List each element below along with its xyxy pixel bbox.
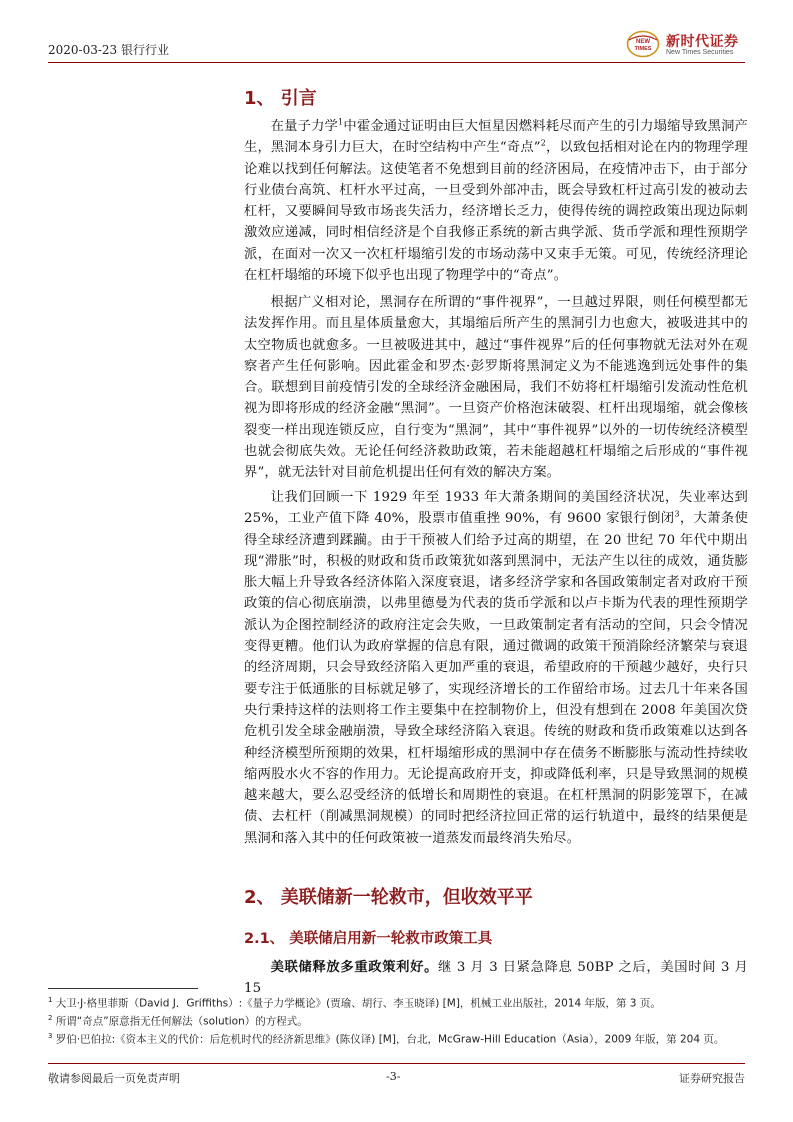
page-number: -3-	[386, 1070, 401, 1083]
footnote-2	[48, 1011, 748, 1029]
footer-disclaimer[interactable]: 敬请参阅最后一页免责声明	[48, 1072, 180, 1085]
svg-text:NEW: NEW	[636, 39, 650, 45]
section-1-paragraph-3	[244, 487, 748, 849]
footnote-number: 2	[48, 1014, 53, 1022]
text-run: 继 3 月 3 日紧急降息 50BP 之后，美国时间 3 月 15	[244, 960, 748, 997]
company-logo	[626, 30, 746, 60]
lead-sentence: 美联储释放多重政策利好。	[270, 960, 439, 975]
footnote-text: 大卫·J·格里菲斯（David J．Griffiths）:《量子力学概论》(贾瑜、胡行、李玉晓译) [M]，机械工业出版社，2014 年版，第 3 页。	[52, 997, 661, 1010]
footnotes	[48, 993, 748, 1047]
new-times-logo-icon	[626, 30, 660, 58]
section-2-title: 2、 美联储新一轮救市，但收效平平	[244, 887, 533, 908]
section-1-paragraph-2: 根据广义相对论，黑洞存在所谓的“事件视界”，一旦越过界限，则任何模型都无法发挥作用。而且星体质量愈大，其塌缩后所产生的黑洞引力也愈大，被吸进其中的太空物质也就愈多。一旦被吸进其中，越过“事件视界”后的任何事物就无法对外在观察者产生任何影响。因此霍金和罗杰·彭罗斯将黑洞定义为不能逃逸到远处事件的集合。联想到目前疫情引发的全球经济金融困局，我们不妨将杠杆塌缩引发流动性危机视为即将形成的经济金融“黑洞”。一旦资产价格泡沫破裂、杠杆出现塌缩，就会像核裂变一样出现连锁反应，自行变为“黑洞”，其中“事件视界”以外的一切传统经济模型也就会彻底失效。无论任何经济救助政策，若未能超越杠杆塌缩之后形成的“事件视界”，就无法针对目前危机提出任何有效的解决方案。	[244, 295, 748, 481]
logo-chinese-name: 新时代证券	[666, 34, 739, 50]
footnote-text: 所谓“奇点”原意指无任何解法（solution）的方程式。	[52, 1015, 308, 1028]
logo-english-name: New Times Securities	[666, 49, 734, 56]
text-run: 中霍金通过证明由巨大恒星因燃料耗尽而产生的引力塌缩导致黑洞产生，黑洞本身引力巨大，在时空结构中产生“奇点”	[244, 119, 749, 156]
footnote-divider	[48, 988, 198, 989]
footer-divider	[48, 1063, 745, 1064]
footnote-ref-3[interactable]: 3	[674, 509, 680, 519]
footnote-1	[48, 993, 748, 1011]
footnote-text: 罗伯·巴伯拉:《资本主义的代价：后危机时代的经济新思维》(陈仪译) [M]，台北，McGraw-Hill Education（Asia），2009 年版，第 204 页。	[52, 1033, 725, 1046]
footnote-ref-1[interactable]: 1	[338, 117, 344, 127]
text-run: 让我们回顾一下 1929 年至 1933 年大萧条期间的美国经济状况，失业率达到 25%，工业产值下降 40%，股票市值重挫 90%，有 9600 家银行倒闭	[244, 490, 748, 527]
footnote-3	[48, 1029, 748, 1047]
section-1-title: 1、 引言	[244, 88, 317, 109]
text-run: ，以致包括相对论在内的物理学理论难以找到任何解法。这使笔者不免想到目前的经济困局，在疫情冲击下，由于部分行业债台高筑、杠杆水平过高，一旦受到外部冲击，既会导致杠杆过高引发的被动去杠杆，又要瞬间导致市场丧失活力，经济增长乏力，使得传统的调控政策出现边际刺激效应递减，同时相信经济是个自我修正系统的新古典学派、货币学派和理性预期学派，在面对一次又一次杠杆塌缩引发的市场动荡中又束手无策。可见，传统经济理论在杠杆塌缩的环境下似乎也出现了物理学中的“奇点”。	[244, 140, 748, 284]
footer-doc-type: 证券研究报告	[679, 1072, 745, 1085]
svg-text:TIMES: TIMES	[634, 46, 652, 52]
text-run: ，大萧条使得全球经济遭到蹂躏。由于干预被人们给予过高的期望，在 20 世纪 70 年代中期出现“滞胀”时，积极的财政和货币政策犹如落到黑洞中，无法产生以往的成效，通货膨胀大幅上升导致各经济体陷入深度衰退，诸多经济学家和各国政策制定者对政府干预政策的信心彻底崩溃，以弗里德曼为代表的货币学派和以卢卡斯为代表的理性预期学派认为企图控制经济的政府注定会失败，一旦政策制定者有活动的空间，只会令情况变得更糟。他们认为政府掌握的信息有限，通过微调的政策干预消除经济繁荣与衰退的经济周期，只会导致经济陷入更加严重的衰退，希望政府的干预越少越好，央行只要专注于低通胀的目标就足够了，实现经济增长的工作留给市场。过去几十年来各国央行秉持这样的法则将工作主要集中在控制物价上，但没有想到在 2008 年美国次贷危机引发全球金融崩溃，导致全球经济陷入衰退。传统的财政和货币政策难以达到各种经济模型所预期的效果，杠杆塌缩形成的黑洞中存在债务不断膨胀与流动性持续收缩两股水火不容的作用力。无论提高政府开支，抑或降低利率，只是导致黑洞的规模越来越大，要么忍受经济的低增长和周期性的衰退。在杠杆黑洞的阴影笼罩下，在减债、去杠杆（削减黑洞规模）的同时把经济拉回正常的运行轨道中，最终的结果便是黑洞和落入其中的任何政策被一道蒸发而最终消失殆尽。	[244, 511, 749, 846]
header-divider	[48, 62, 745, 63]
text-run: 在量子力学	[270, 119, 339, 134]
section-1-paragraph-1	[244, 116, 748, 286]
subsection-2-1-title: 2.1、 美联储启用新一轮救市政策工具	[244, 931, 493, 947]
footnote-number: 3	[48, 1032, 53, 1040]
footnote-number: 1	[48, 996, 53, 1004]
footnote-ref-2[interactable]: 2	[540, 138, 546, 148]
header-date-sector: 2020-03-23 银行行业	[48, 43, 170, 57]
